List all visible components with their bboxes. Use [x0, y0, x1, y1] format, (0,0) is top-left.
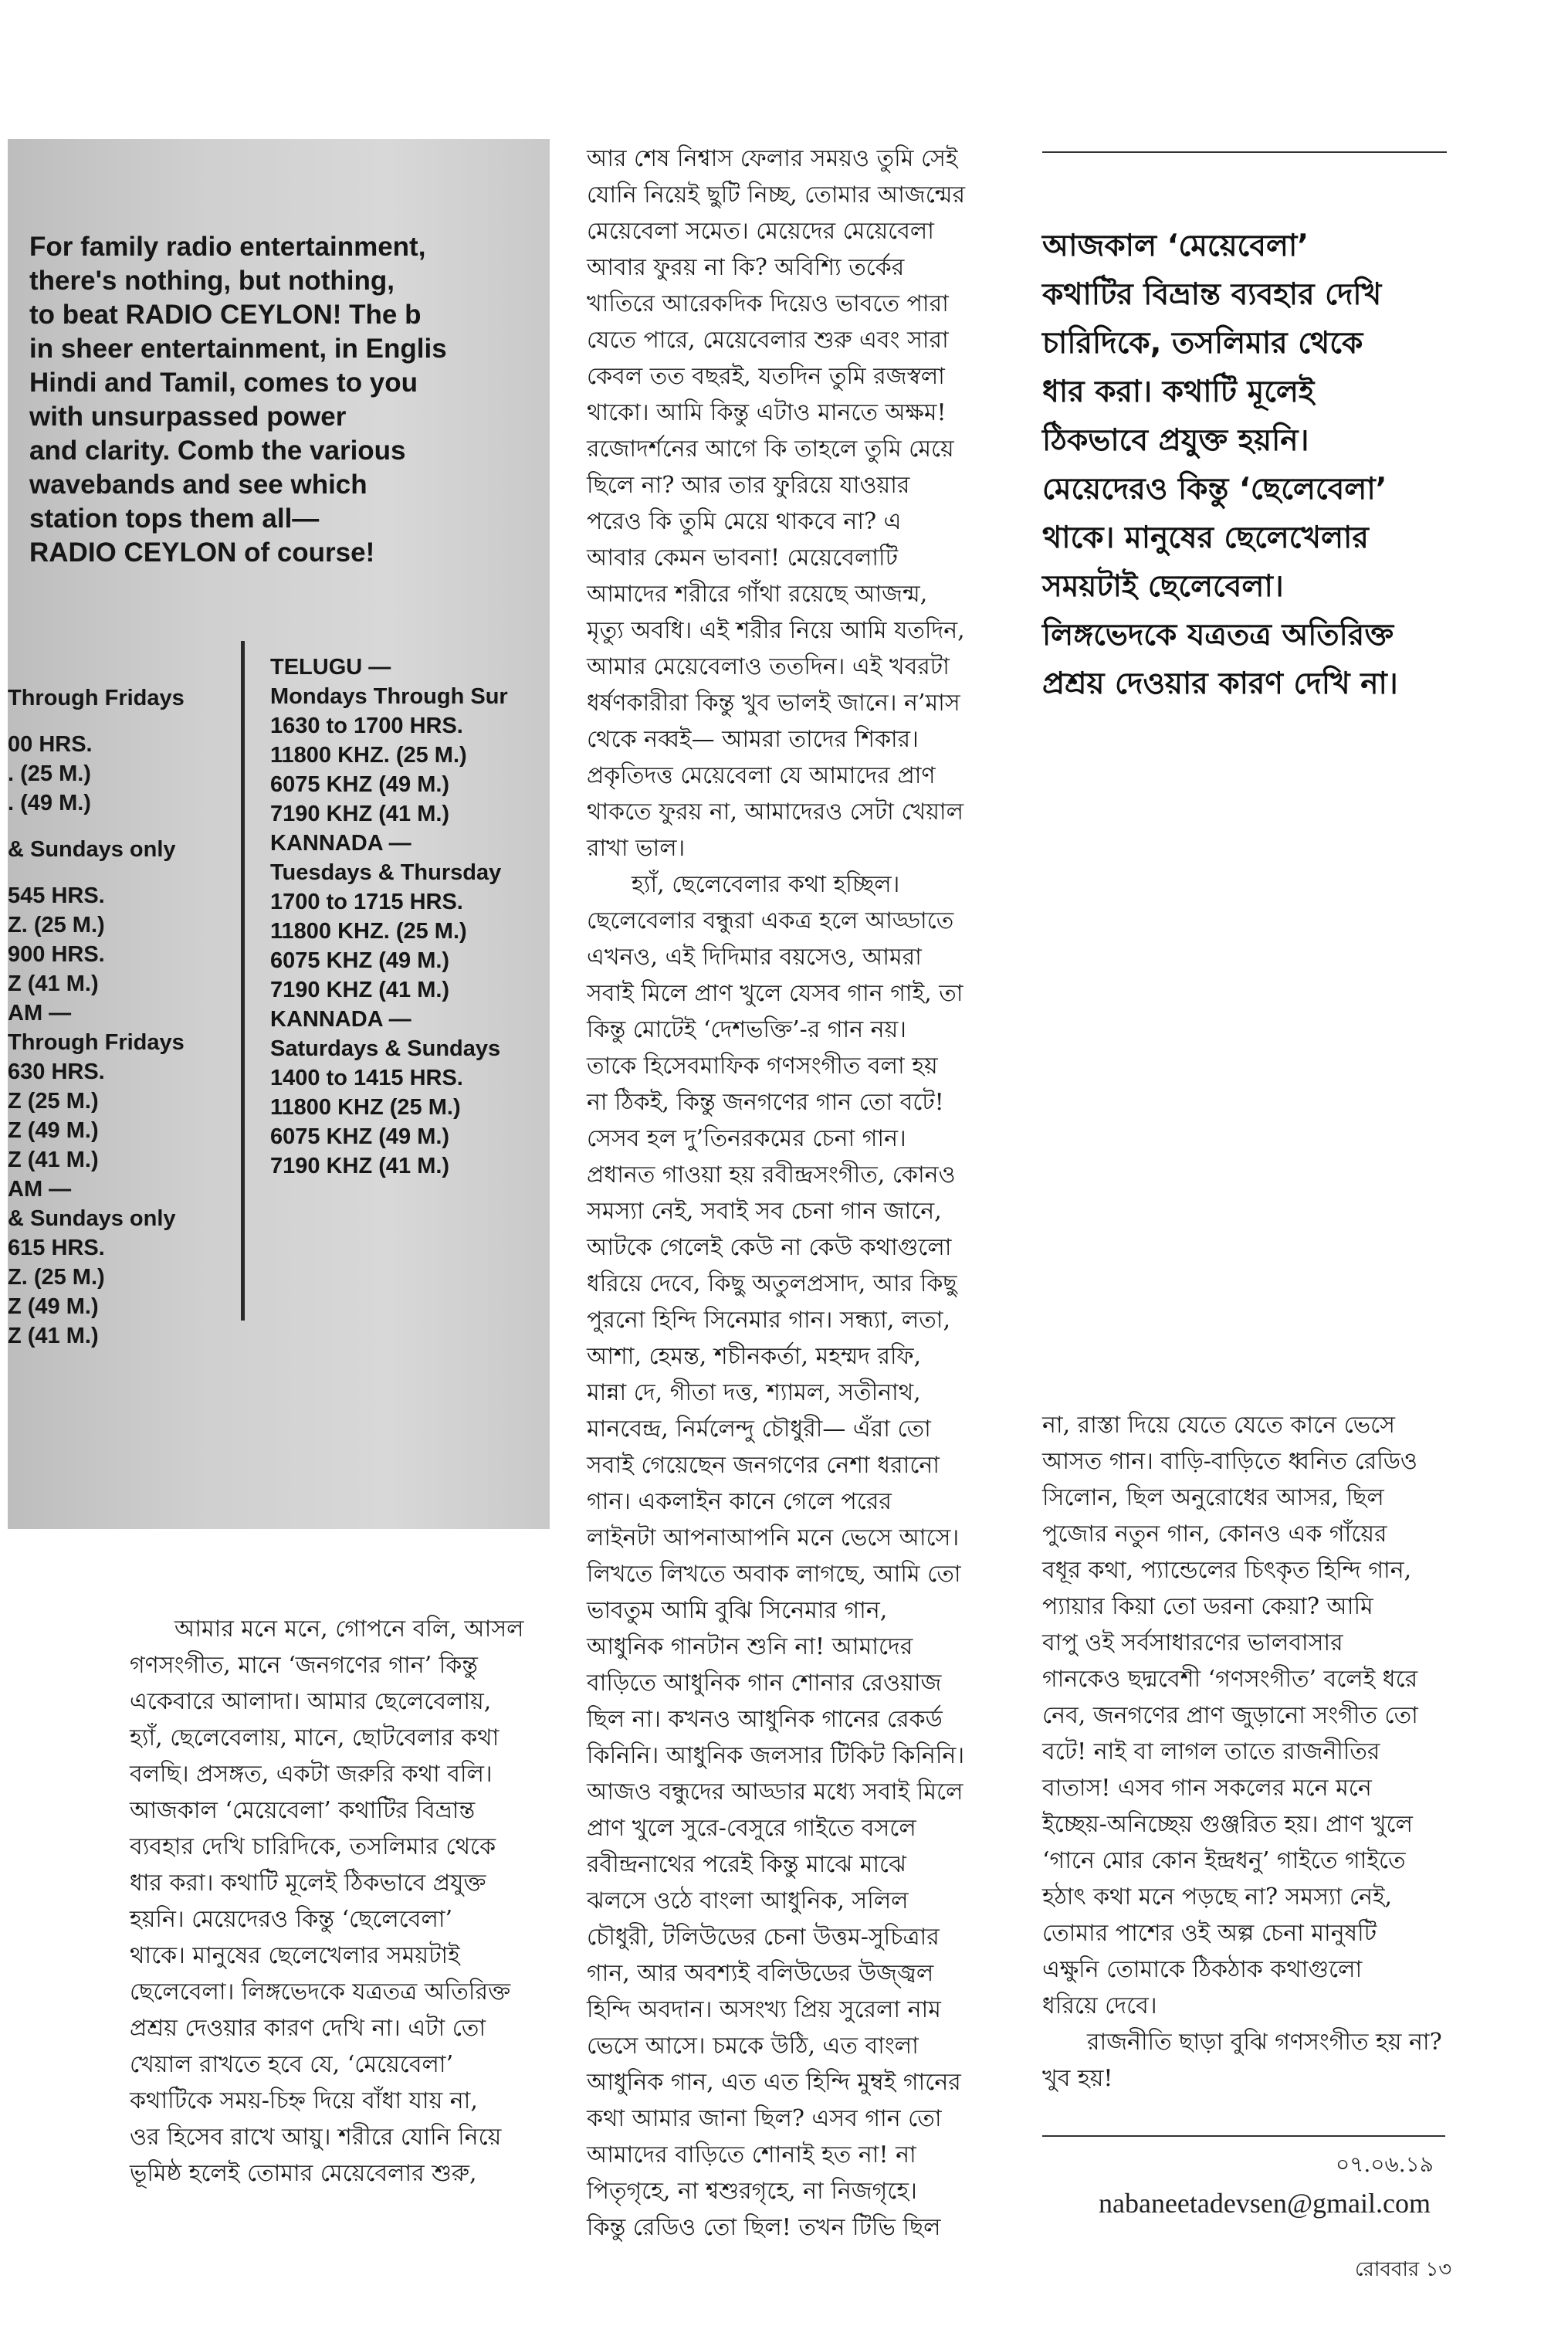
schedule-line: 900 HRS.: [8, 942, 105, 967]
text-line: আধুনিক গান, এত এত হিন্দি মুম্বই গানের: [587, 2069, 961, 2096]
schedule-line: [8, 713, 185, 730]
schedule-line: KANNADA —: [270, 831, 411, 856]
article-column-2: [587, 141, 965, 2246]
ad-line: Hindi and Tamil, comes to you: [29, 368, 418, 398]
text-line: রবীন্দ্রনাথের পরেই কিন্তু মাঝে মাঝে: [587, 1851, 906, 1878]
text-line: খুব হয়!: [1042, 2065, 1113, 2092]
text-line: পুরনো হিন্দি সিনেমার গান। সন্ধ্যা, লতা,: [587, 1307, 951, 1334]
text-line: আসত গান। বাড়ি-বাড়িতে ধ্বনিত রেডিও: [1042, 1448, 1417, 1475]
schedule-line: 7190 KHZ (41 M.): [270, 1154, 450, 1178]
schedule-line: Z (41 M.): [8, 1324, 99, 1348]
text-line: বটে! নাই বা লাগল তাতে রাজনীতির: [1042, 1738, 1380, 1765]
schedule-line: 1630 to 1700 HRS.: [270, 714, 463, 738]
schedule-line: & Sundays only: [8, 1206, 176, 1231]
text-line: থেকে নব্বই— আমরা তাদের শিকার।: [587, 726, 919, 753]
ad-line: RADIO CEYLON of course!: [29, 537, 375, 568]
text-line: গান, আর অবশ্যই বলিউডের উজ্জ্বল: [587, 1960, 934, 1987]
text-line: এখনও, এই দিদিমার বয়সেও, আমরা: [587, 944, 922, 971]
text-line: প্রশ্রয় দেওয়ার কারণ দেখি না। এটা তো: [130, 2015, 486, 2042]
text-line: বাতাস! এসব গান সকলের মনে মনে: [1042, 1775, 1372, 1802]
schedule-left-column: [8, 683, 185, 1351]
schedule-line: & Sundays only: [8, 837, 176, 862]
pull-quote: [1042, 222, 1398, 708]
text-line: প্রকৃতিদত্ত মেয়েবেলা যে আমাদের প্রাণ: [587, 762, 936, 789]
text-line: হয়নি। মেয়েদেরও কিন্তু ‘ছেলেবেলা’: [130, 1906, 453, 1933]
text-line: গানকেও ছদ্মবেশী ‘গণসংগীত’ বলেই ধরে: [1042, 1666, 1418, 1693]
schedule-line: Tuesdays & Thursday: [270, 860, 502, 885]
schedule-line: 7190 KHZ (41 M.): [270, 802, 450, 826]
text-line: ছেলেবেলা। লিঙ্গভেদকে যত্রতত্র অতিরিক্ত: [130, 1978, 511, 2006]
text-line: ধর্ষণকারীরা কিন্তু খুব ভালই জানে। ন’মাস: [587, 690, 960, 717]
text-line: ভেসে আসে। চমকে উঠি, এত বাংলা: [587, 2033, 919, 2060]
schedule-line: Mondays Through Sur: [270, 684, 508, 709]
text-line: প্যায়ার কিয়া তো ডরনা কেয়া? আমি: [1042, 1593, 1373, 1620]
text-line: লাইনটা আপনাআপনি মনে ভেসে আসে।: [587, 1524, 960, 1551]
text-line: পিতৃগৃহে, না শ্বশুরগৃহে, না নিজগৃহে।: [587, 2178, 917, 2205]
text-line: থাকে। মানুষের ছেলেখেলার সময়টাই: [130, 1942, 460, 1969]
text-line: আটকে গেলেই কেউ না কেউ কথাগুলো: [587, 1234, 952, 1261]
text-line: আমার মনে মনে, গোপনে বলি, আসল: [174, 1616, 524, 1643]
text-line: পুজোর নতুন গান, কোনও এক গাঁয়ের: [1042, 1521, 1387, 1548]
page-folio: রোববার ১৩: [1355, 2258, 1452, 2281]
pull-quote-line: প্রশ্রয় দেওয়ার কারণ দেখি না।: [1042, 666, 1398, 701]
text-line: বলছি। প্রসঙ্গত, একটা জরুরি কথা বলি।: [130, 1761, 493, 1788]
text-line: বাপু ওই সর্বসাধারণের ভালবাসার: [1042, 1629, 1343, 1656]
text-line: সবাই গেয়েছেন জনগণের নেশা ধরানো: [587, 1452, 940, 1479]
schedule-line: Z. (25 M.): [8, 1265, 105, 1290]
schedule-line: 615 HRS.: [8, 1236, 105, 1260]
pull-quote-line: আজকাল ‘মেয়েবেলা’: [1042, 229, 1309, 263]
schedule-line: KANNADA —: [270, 1007, 411, 1032]
text-line: কিন্তু মোটেই ‘দেশভক্তি’-র গান নয়।: [587, 1016, 906, 1043]
radio-ceylon-ad-text: [29, 230, 550, 570]
text-line: আশা, হেমন্ত, শচীনকর্তা, মহম্মদ রফি,: [587, 1343, 922, 1370]
schedule-line: 11800 KHZ. (25 M.): [270, 919, 467, 944]
text-line: ধরিয়ে দেবে, কিছু অতুলপ্রসাদ, আর কিছু: [587, 1270, 957, 1297]
text-line: আমার মেয়েবেলাও ততদিন। এই খবরটা: [587, 653, 950, 680]
text-line: রজোদর্শনের আগে কি তাহলে তুমি মেয়ে: [587, 436, 954, 463]
text-line: কিনিনি। আধুনিক জলসার টিকিট কিনিনি।: [587, 1742, 965, 1769]
schedule-line: Through Fridays: [8, 1030, 185, 1055]
schedule-line: Z (49 M.): [8, 1294, 99, 1319]
schedule-line: 6075 KHZ (49 M.): [270, 772, 450, 797]
text-line: হিন্দি অবদান। অসংখ্য প্রিয় সুরেলা নাম: [587, 1996, 941, 2023]
schedule-line: AM —: [8, 1001, 72, 1026]
text-line: লিখতে লিখতে অবাক লাগছে, আমি তো: [587, 1561, 961, 1588]
text-line: ভূমিষ্ঠ হলেই তোমার মেয়েবেলার শুরু,: [130, 2160, 477, 2187]
text-line: কথা আমার জানা ছিল? এসব গান তো: [587, 2105, 942, 2132]
schedule-line: Z (25 M.): [8, 1089, 99, 1114]
text-line: গান। একলাইন কানে গেলে পরের: [587, 1488, 892, 1515]
schedule-line: 1700 to 1715 HRS.: [270, 890, 463, 914]
text-line: ধার করা। কথাটি মূলেই ঠিকভাবে প্রযুক্ত: [130, 1870, 486, 1897]
author-email: nabaneetadevsen@gmail.com: [1099, 2188, 1431, 2219]
ad-line: wavebands and see which: [29, 470, 367, 500]
text-line: না ঠিকই, কিন্তু জনগণের গান তো বটে!: [587, 1089, 944, 1116]
text-line: বধূর কথা, প্যান্ডেলের চিৎকৃত হিন্দি গান,: [1042, 1557, 1412, 1584]
text-line: আবার ফুরয় না কি? অবিশ্যি তর্কের: [587, 254, 905, 281]
text-line: প্রধানত গাওয়া হয় রবীন্দ্রসংগীত, কোনও: [587, 1161, 956, 1188]
ad-line: in sheer entertainment, in Englis: [29, 334, 447, 364]
text-line: আজও বন্ধুদের আড্ডার মধ্যে সবাই মিলে: [587, 1778, 963, 1806]
text-line: মেয়েবেলা সমেত। মেয়েদের মেয়েবেলা: [587, 218, 934, 245]
text-line: এক্ষুনি তোমাকে ঠিকঠাক কথাগুলো: [1042, 1956, 1363, 1983]
pull-quote-line: সময়টাই ছেলেবেলা।: [1042, 569, 1284, 604]
text-line: মান্না দে, গীতা দত্ত, শ্যামল, সতীনাথ,: [587, 1379, 921, 1406]
text-line: তাকে হিসেবমাফিক গণসংগীত বলা হয়: [587, 1053, 938, 1080]
text-line: আজকাল ‘মেয়েবেলা’ কথাটির বিভ্রান্ত: [130, 1797, 476, 1824]
text-line: যোনি নিয়েই ছুটি নিচ্ছ, তোমার আজন্মের: [587, 181, 966, 209]
schedule-line: Z (49 M.): [8, 1118, 99, 1143]
ad-line: there's nothing, but nothing,: [29, 266, 395, 296]
schedule-line: [8, 864, 185, 881]
radio-ceylon-clipping: [8, 139, 550, 1529]
text-line: ঝলসে ওঠে বাংলা আধুনিক, সলিল: [587, 1887, 909, 1914]
text-line: হঠাৎ কথা মনে পড়ছে না? সমস্যা নেই,: [1042, 1884, 1393, 1911]
pull-quote-line: ঠিকভাবে প্রযুক্ত হয়নি।: [1042, 423, 1309, 458]
text-line: থাকো। আমি কিন্তু এটাও মানতে অক্ষম!: [587, 399, 947, 426]
ad-line: to beat RADIO CEYLON! The b: [29, 300, 422, 330]
ad-line: with unsurpassed power: [29, 402, 347, 432]
ad-line: For family radio entertainment,: [29, 232, 426, 262]
text-line: হ্যাঁ, ছেলেবেলায়, মানে, ছোটবেলার কথা: [130, 1724, 500, 1751]
text-line: প্রাণ খুলে সুরে-বেসুরে গাইতে বসলে: [587, 1815, 916, 1842]
schedule-line: Z. (25 M.): [8, 913, 105, 938]
text-line: ধরিয়ে দেবে।: [1042, 1992, 1157, 2019]
text-line: কেবল তত বছরই, যতদিন তুমি রজস্বলা: [587, 363, 945, 390]
schedule-line: . (25 M.): [8, 761, 91, 786]
schedule-line: 630 HRS.: [8, 1060, 105, 1084]
text-line: সমস্যা নেই, সবাই সব চেনা গান জানে,: [587, 1198, 942, 1225]
schedule-line: Z (41 M.): [8, 1148, 99, 1172]
text-line: ‘গানে মোর কোন ইন্দ্রধনু’ গাইতে গাইতে: [1042, 1847, 1406, 1874]
schedule-right-column: [270, 653, 508, 1181]
text-line: বাড়িতে আধুনিক গান শোনার রেওয়াজ: [587, 1670, 942, 1697]
pull-quote-line: চারিদিকে, তসলিমার থেকে: [1042, 326, 1363, 361]
text-line: না, রাস্তা দিয়ে যেতে যেতে কানে ভেসে: [1042, 1412, 1395, 1439]
schedule-line: 7190 KHZ (41 M.): [270, 978, 450, 1002]
schedule-line: Saturdays & Sundays: [270, 1036, 501, 1061]
text-line: আধুনিক গানটান শুনি না! আমাদের: [587, 1633, 913, 1660]
pull-quote-line: কথাটির বিভ্রান্ত ব্যবহার দেখি: [1042, 277, 1382, 312]
signoff-rule: [1042, 2135, 1445, 2137]
text-line: ভাবতুম আমি বুঝি সিনেমার গান,: [587, 1597, 888, 1624]
text-line: আর শেষ নিশ্বাস ফেলার সময়ও তুমি সেই: [587, 145, 958, 172]
text-line: তোমার পাশের ওই অল্প চেনা মানুষটি: [1042, 1920, 1377, 1947]
article-column-3: [1042, 1407, 1442, 2097]
text-line: ছিল না। কখনও আধুনিক গানের রেকর্ড: [587, 1706, 943, 1733]
schedule-divider: [241, 641, 245, 1321]
article-date: ০৭.০৬.১৯: [1336, 2151, 1434, 2177]
text-line: কথাটিকে সময়-চিহ্ন দিয়ে বাঁধা যায় না,: [130, 2087, 478, 2114]
text-line: রাখা ভাল।: [587, 835, 686, 862]
text-line: আমাদের শরীরে গাঁথা রয়েছে আজন্ম,: [587, 581, 928, 608]
text-line: নেব, জনগণের প্রাণ জুড়ানো সংগীত তো: [1042, 1702, 1418, 1729]
text-line: পরেও কি তুমি মেয়ে থাকবে না? এ: [587, 508, 902, 535]
text-line: আবার কেমন ভাবনা! মেয়েবেলাটি: [587, 544, 898, 571]
text-line: সেসব হল দু’তিনরকমের চেনা গান।: [587, 1125, 906, 1152]
text-line: খেয়াল রাখতে হবে যে, ‘মেয়েবেলা’: [130, 2051, 454, 2078]
schedule-line: 6075 KHZ (49 M.): [270, 948, 450, 973]
text-line: একেবারে আলাদা। আমার ছেলেবেলায়,: [130, 1688, 492, 1715]
text-line: আমাদের বাড়িতে শোনাই হত না! না: [587, 2141, 916, 2168]
text-line: মৃত্যু অবধি। এই শরীর নিয়ে আমি যতদিন,: [587, 617, 965, 644]
text-line: হ্যাঁ, ছেলেবেলার কথা হচ্ছিল।: [632, 871, 900, 898]
pull-quote-top-rule: [1042, 151, 1447, 153]
schedule-line: 1400 to 1415 HRS.: [270, 1066, 463, 1090]
schedule-line: 545 HRS.: [8, 883, 105, 908]
text-line: গণসংগীত, মানে ‘জনগণের গান’ কিন্তু: [130, 1652, 478, 1679]
text-line: মানবেন্দ্র, নির্মলেন্দু চৌধুরী— এঁরা তো: [587, 1416, 931, 1443]
text-line: কিন্তু রেডিও তো ছিল! তখন টিভি ছিল: [587, 2214, 941, 2241]
pull-quote-line: মেয়েদেরও কিন্তু ‘ছেলেবেলা’: [1042, 472, 1387, 507]
schedule-line: 11800 KHZ (25 M.): [270, 1095, 461, 1120]
pull-quote-line: লিঙ্গভেদকে যত্রতত্র অতিরিক্ত: [1042, 618, 1394, 653]
schedule-line: Z (41 M.): [8, 971, 99, 996]
schedule-line: . (49 M.): [8, 791, 91, 815]
article-column-1: [130, 1611, 524, 2192]
text-line: ছেলেবেলার বন্ধুরা একত্র হলে আড্ডাতে: [587, 907, 954, 934]
text-line: থাকতে ফুরয় না, আমাদেরও সেটা খেয়াল: [587, 799, 963, 826]
schedule-line: 11800 KHZ. (25 M.): [270, 743, 467, 768]
pull-quote-line: ধার করা। কথাটি মূলেই: [1042, 375, 1315, 409]
text-line: রাজনীতি ছাড়া বুঝি গণসংগীত হয় না?: [1087, 2029, 1442, 2056]
text-line: সিলোন, ছিল অনুরোধের আসর, ছিল: [1042, 1484, 1384, 1511]
text-line: ওর হিসেব রাখে আয়ু। শরীরে যোনি নিয়ে: [130, 2124, 502, 2151]
schedule-line: 6075 KHZ (49 M.): [270, 1124, 450, 1149]
text-line: সবাই মিলে প্রাণ খুলে যেসব গান গাই, তা: [587, 980, 963, 1007]
schedule-line: 00 HRS.: [8, 732, 93, 757]
schedule-line: AM —: [8, 1177, 72, 1202]
text-line: চৌধুরী, টলিউডের চেনা উত্তম-সুচিত্রার: [587, 1924, 940, 1951]
text-line: খাতিরে আরেকদিক দিয়েও ভাবতে পারা: [587, 290, 949, 317]
schedule-line: TELUGU —: [270, 655, 391, 680]
text-line: যেতে পারে, মেয়েবেলার শুরু এবং সারা: [587, 327, 949, 354]
schedule-line: Through Fridays: [8, 686, 185, 710]
text-line: ব্যবহার দেখি চারিদিকে, তসলিমার থেকে: [130, 1833, 496, 1860]
ad-line: and clarity. Comb the various: [29, 436, 406, 466]
pull-quote-line: থাকে। মানুষের ছেলেখেলার: [1042, 520, 1369, 555]
text-line: ছিলে না? আর তার ফুরিয়ে যাওয়ার: [587, 472, 910, 499]
text-line: ইচ্ছেয়-অনিচ্ছেয় গুঞ্জরিত হয়। প্রাণ খুলে: [1042, 1811, 1413, 1838]
schedule-line: [8, 818, 185, 835]
ad-line: station tops them all—: [29, 504, 320, 534]
